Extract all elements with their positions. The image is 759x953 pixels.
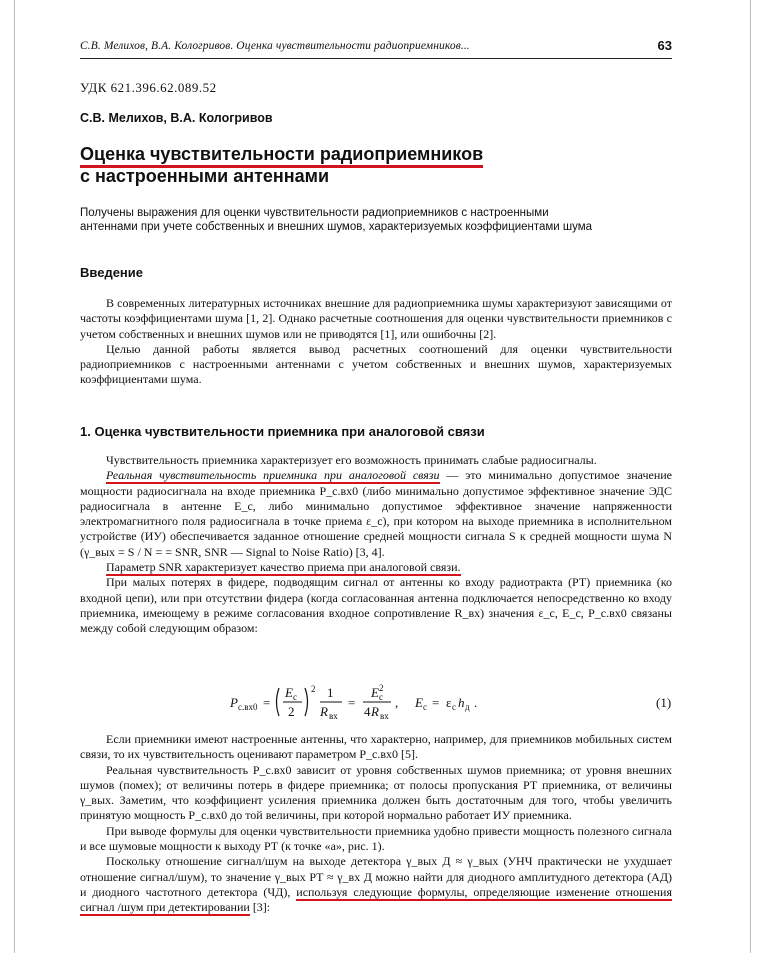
page-left-edge [14, 0, 15, 953]
running-title: С.В. Мелихов, В.А. Кологривов. Оценка чувствительности радиоприемников... [80, 40, 470, 52]
svg-text:=: = [432, 695, 440, 710]
section-1-paragraph-1: Чувствительность приемника характеризует его возможность принимать слабые радиосигналы. [106, 453, 597, 467]
page-right-edge [750, 0, 751, 953]
svg-text:с: с [423, 702, 427, 712]
section-1-heading: 1. Оценка чувствительности приемника при аналоговой связи [80, 424, 485, 439]
section-1-body-top [80, 453, 672, 637]
svg-text:E: E [371, 685, 379, 700]
svg-text:1: 1 [327, 685, 334, 700]
section-1-paragraph-3 [80, 560, 672, 575]
section-1-paragraph-5: Если приемники имеют настроенные антенны, что характерно, например, для приемников мобильных систем связи, то их чувствительность оценивают параметром P_с.вх0 [5]. [80, 732, 672, 762]
snr-statement: Параметр SNR характеризует качество приема при аналоговой связи. [106, 560, 461, 575]
svg-text:д: д [465, 702, 470, 712]
intro-paragraph-1: В современных литературных источниках внешние для радиоприемника шумы характеризуют зависящими от частоты коэффициентами шума [1, 2]. Однако расчетные соотношения для оценки чувствительности приемников с учетом собственных и внешних шумов или не приводятся [1], или ошибочны [2]. [80, 296, 672, 341]
svg-text:2: 2 [288, 704, 295, 719]
udk-code: УДК 621.396.62.089.52 [80, 80, 217, 95]
intro-body [80, 296, 672, 388]
svg-text:E: E [285, 685, 293, 700]
svg-text:ε: ε [446, 695, 452, 710]
svg-text:R: R [371, 704, 379, 719]
section-1-paragraph-7: При выводе формулы для оценки чувствительности приемника удобно привести мощность полезного сигнала и все шумовые мощности к выходу РТ (к точке «а», рис. 1). [80, 823, 672, 854]
svg-text:=: = [263, 695, 271, 710]
svg-text:P: P [230, 695, 238, 710]
svg-text:с: с [379, 692, 383, 702]
svg-text:вх: вх [380, 711, 389, 721]
svg-text:,: , [395, 695, 399, 710]
paragraph-8-end: [3]: [249, 900, 271, 915]
authors: С.В. Мелихов, В.А. Кологривов [80, 111, 273, 125]
svg-text:R: R [320, 704, 328, 719]
paragraph-8-underlined: используя следующие формулы, определяющие изменение отношения сигнал /шум при детектировании [80, 884, 672, 915]
section-1-paragraph-2 [80, 468, 672, 560]
paper-title [80, 143, 483, 187]
equation-number: (1) [656, 695, 672, 710]
page-number: 63 [657, 38, 672, 53]
equation-1-graphic [80, 680, 672, 724]
svg-text:вх: вх [329, 711, 338, 721]
svg-text:4: 4 [364, 704, 371, 719]
section-1-body-bottom [80, 732, 672, 916]
svg-text:2: 2 [311, 684, 316, 694]
svg-text:E: E [415, 695, 423, 710]
section-1-paragraph-4: При малых потерях в фидере, подводящим сигнал от антенны ко входу радиотракта (РТ) приемника (ко входной цепи), или при отсутствии фидера (когда согласованная антенна подключается непосредственно ко входу приемника, имеющему в режиме согласования входное сопротивление R_вх) значения ε_с, E_с, P_с.вх0 связаны между собой следующим образом: [80, 575, 672, 636]
paragraph-8-start: Поскольку отношение сигнал/шум на выходе детектора γ_вых Д ≈ γ_вых (УНЧ практически не ухудшает отношение сигнал/шум), то значение γ_вых РТ ≈ γ_вх Д можно найти для диодного амплитудного детектора (АД) и диодного частотного детектора (ЧД), [80, 854, 672, 899]
running-header [80, 40, 672, 59]
svg-text:2: 2 [379, 683, 384, 693]
section-1-paragraph-6: Реальная чувствительность P_с.вх0 зависит от уровня собственных шумов приемника; от уровня внешних шумов (помех); от величины потерь в фидере приемника; от полосы пропускания РТ приемника, от величины γ_вых. Заметим, что коэффициент усиления приемника должен быть достаточным для того, чтобы увеличить принятую мощность P_с.вх0 до той величины, при которой нормально работает ИУ приемника. [80, 762, 672, 823]
svg-text:с.вх0: с.вх0 [238, 702, 258, 712]
definition-term: Реальная чувствительность приемника при аналоговой связи [106, 468, 440, 483]
intro-heading: Введение [80, 265, 143, 280]
svg-text:.: . [474, 695, 478, 710]
section-1-paragraph-8 [80, 854, 672, 915]
svg-text:h: h [458, 695, 465, 710]
equation-1 [80, 680, 672, 724]
svg-text:с: с [452, 702, 456, 712]
abstract: Получены выражения для оценки чувствительности радиоприемников с настроенными антеннами при учете собственных и внешних шумов, характеризуемых коэффициентами шума [80, 207, 593, 233]
intro-paragraph-2: Целью данной работы является вывод расчетных соотношений для оценки чувствительности радиоприемников с настроенными антеннами с учетом собственных и внешних шумов, характеризуемых коэффициентами шума. [80, 341, 672, 387]
definition-text: — это минимально допустимое значение мощности радиосигнала на входе приемника P_с.вх0 (либо минимально допустимое эффективное значение ЭДС радиосигнала в антенне E_с, либо минимально допустимое эффективное значение напряженности электромагнитного поля радиосигнала в точке приема ε_с), при котором на выходе приемника в исполнительном устройстве (ИУ) обеспечивается заданное отношение средней мощности сигнала S к средней мощности шума N (γ_вых = S / N = = SNR, SNR — Signal to Noise Ratio) [3, 4]. [80, 468, 672, 559]
title-line-1: Оценка чувствительности радиоприемников [80, 144, 483, 168]
svg-text:=: = [348, 695, 356, 710]
title-line-2: с настроенными антеннами [80, 166, 330, 186]
svg-text:с: с [293, 692, 297, 702]
